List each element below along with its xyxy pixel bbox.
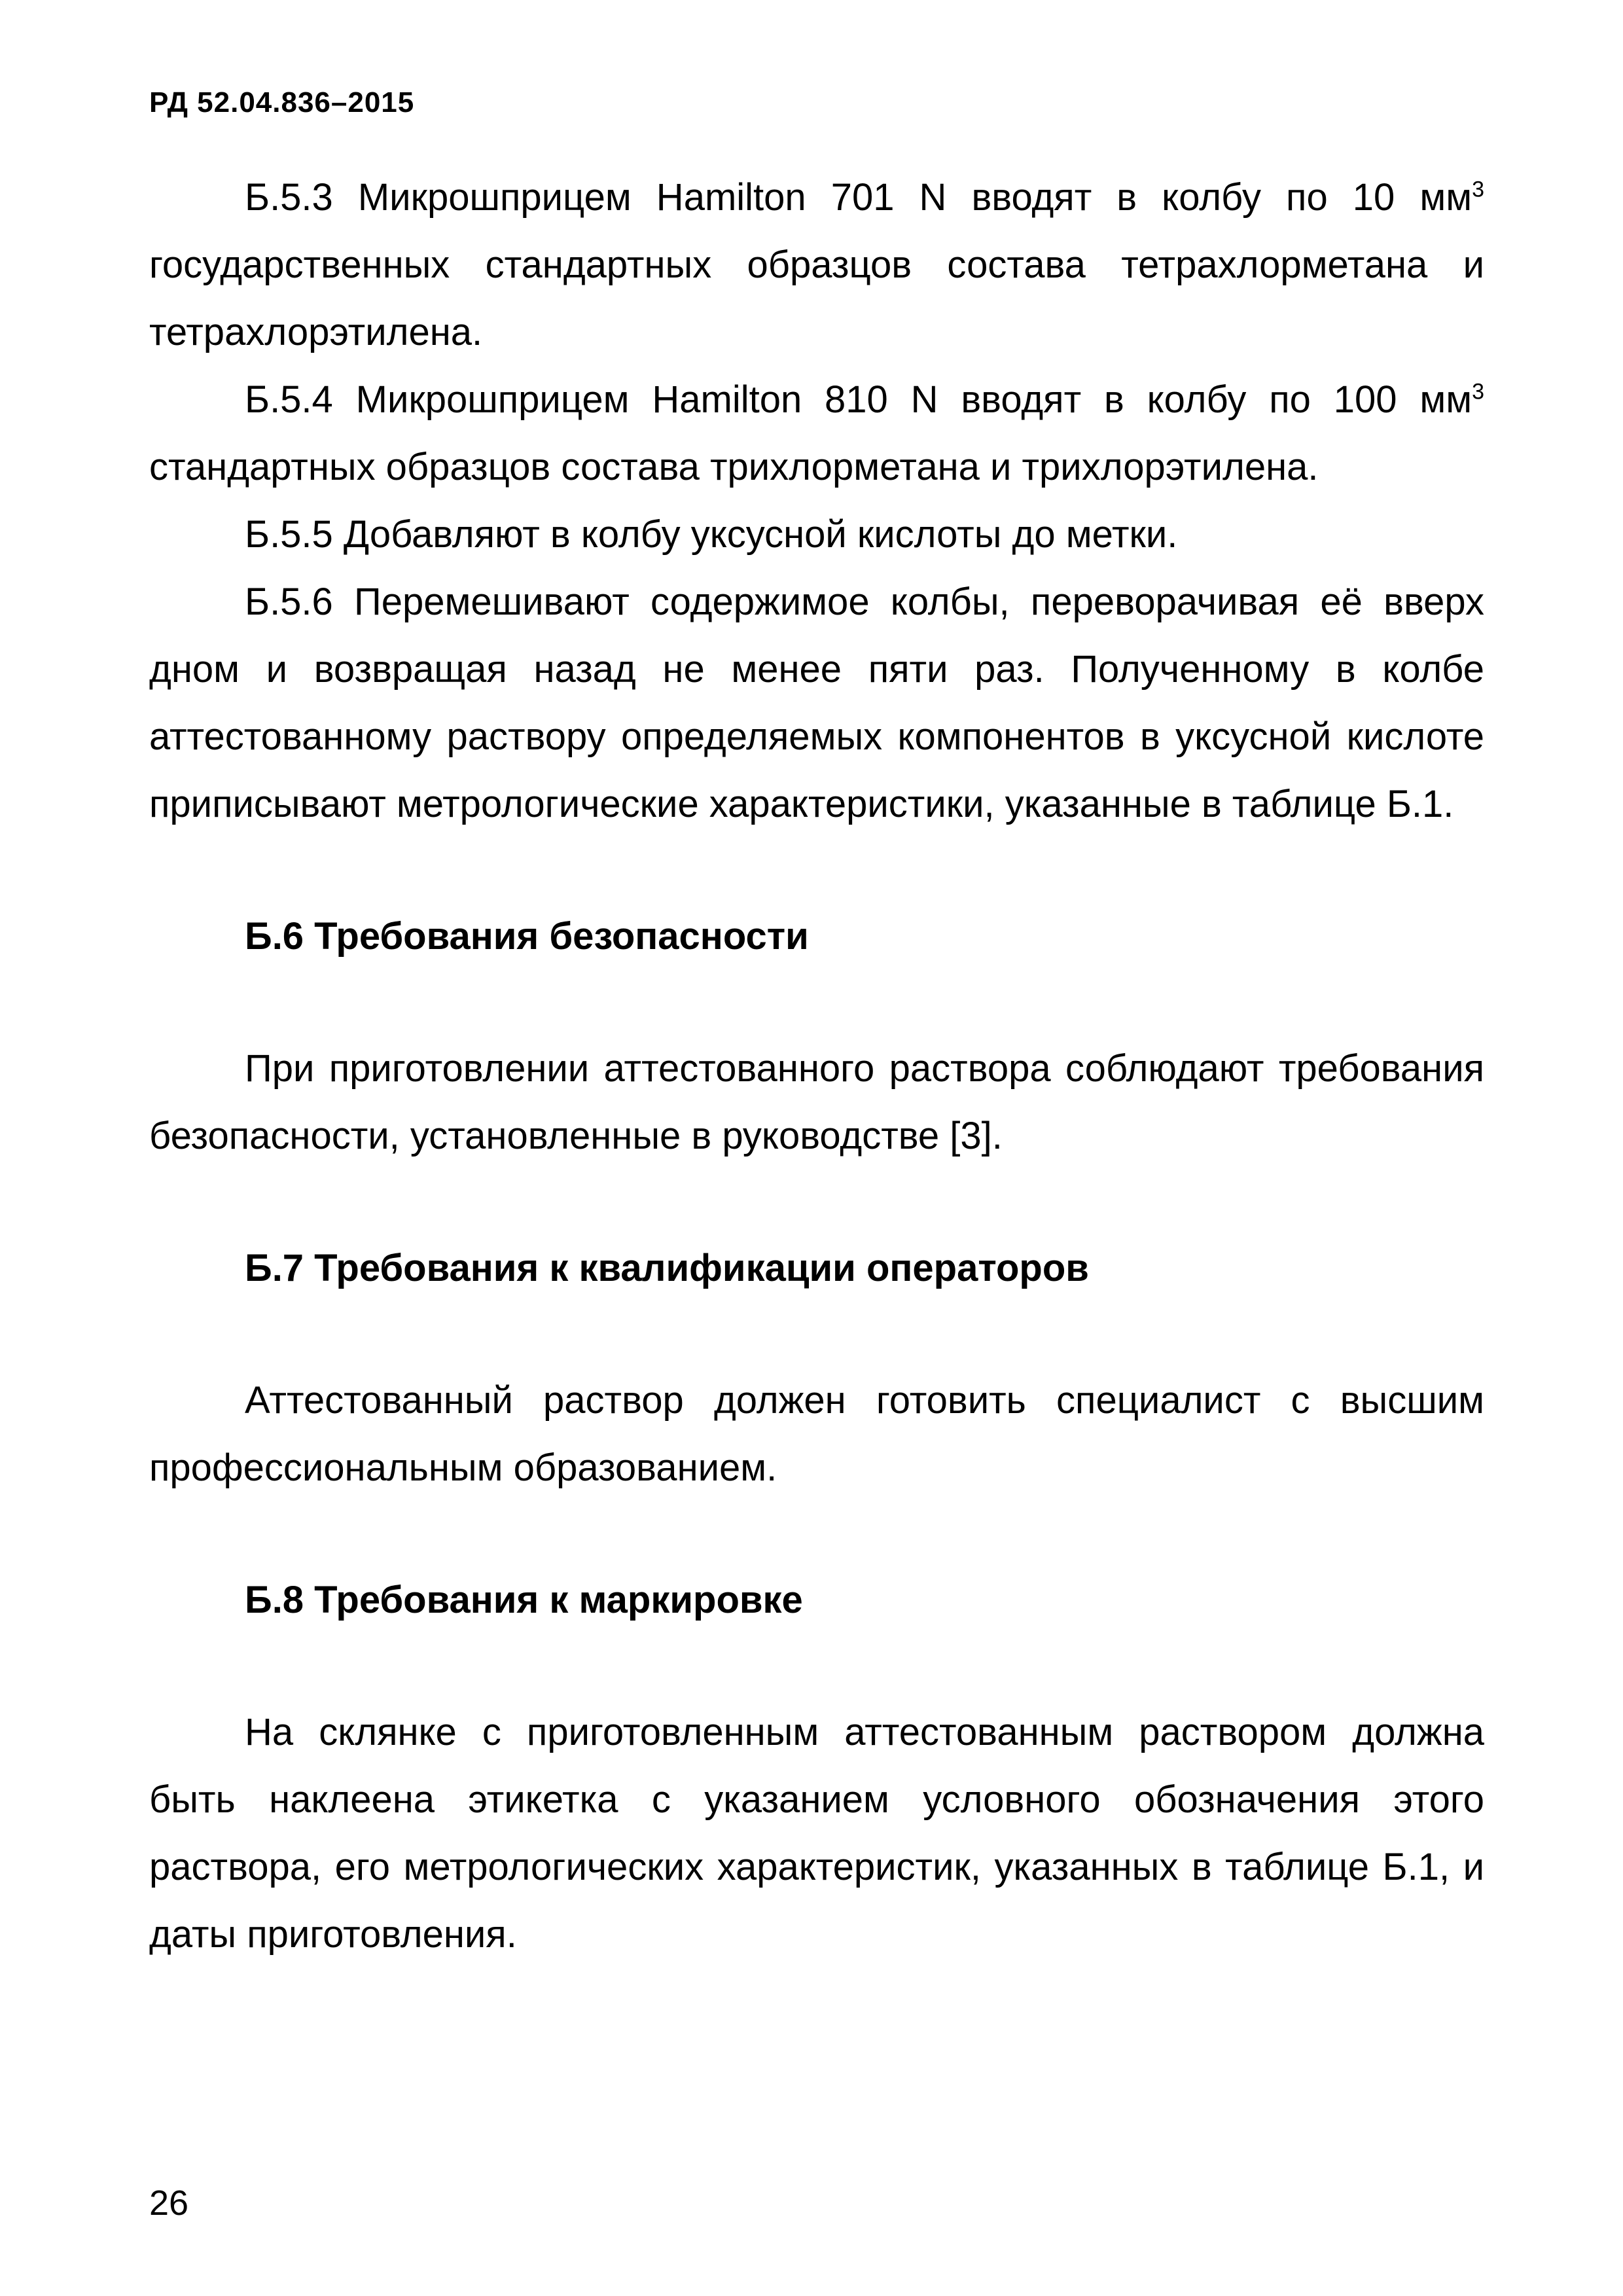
section-text-b8: На склянке с приготовленным аттестованным раствором должна быть наклеена этикетка с указанием условного обозначения этого раствора, его метрологических характеристик, указанных в таблице Б.1, и даты приготовления. xyxy=(149,1711,1484,1956)
spacer xyxy=(149,1501,1484,1566)
superscript-cube: 3 xyxy=(1472,379,1484,404)
spacer xyxy=(149,838,1484,903)
spacer xyxy=(149,1634,1484,1698)
paragraph-b5-4-text: Б.5.4 Микрошприцем Hamilton 810 N вводят в колбу по 100 мм xyxy=(245,378,1472,421)
document-code: РД 52.04.836–2015 xyxy=(149,86,415,118)
section-heading-b6: Б.6 Требования безопасности xyxy=(245,915,809,958)
paragraph-b5-3-text: Б.5.3 Микрошприцем Hamilton 701 N вводят в колбу по 10 мм xyxy=(245,176,1472,219)
page-number: 26 xyxy=(149,2183,189,2223)
spacer xyxy=(149,1302,1484,1367)
section-heading-b8: Б.8 Требования к маркировке xyxy=(245,1579,803,1621)
section-text-b7: Аттестованный раствор должен готовить специалист с высшим профессиональным образованием. xyxy=(149,1379,1484,1489)
paragraph-b5-5: Б.5.5 Добавляют в колбу уксусной кислоты до метки. xyxy=(245,513,1178,556)
paragraph-b5-4-rest: стандартных образцов состава трихлорметана и трихлорэтилена. xyxy=(149,446,1319,488)
superscript-cube: 3 xyxy=(1472,177,1484,202)
spacer xyxy=(149,1170,1484,1234)
spacer xyxy=(149,970,1484,1035)
paragraph-b5-3-rest: государственных стандартных образцов состава тетрахлорметана и тетрахлорэтилена. xyxy=(149,243,1484,353)
paragraph-b5-3 xyxy=(149,164,1484,366)
page-body xyxy=(149,164,1484,1968)
section-heading-b7: Б.7 Требования к квалификации операторов xyxy=(245,1247,1089,1289)
paragraph-b5-6: Б.5.6 Перемешивают содержимое колбы, переворачивая её вверх дном и возвращая назад не менее пяти раз. Полученному в колбе аттестованному раствору определяемых компонентов в уксусной кислоте приписывают метрологические характеристики, указанные в таблице Б.1. xyxy=(149,581,1484,825)
section-text-b6: При приготовлении аттестованного раствора соблюдают требования безопасности, установленные в руководстве [3]. xyxy=(149,1047,1484,1157)
paragraph-b5-4 xyxy=(149,366,1484,501)
